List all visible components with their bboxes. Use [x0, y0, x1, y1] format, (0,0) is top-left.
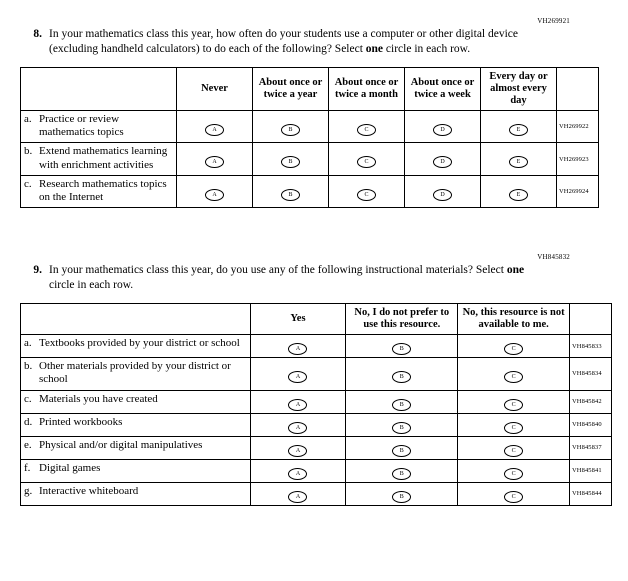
q9-row-g-cell-no-prefer	[346, 482, 458, 505]
q9-empty-code-header	[570, 304, 612, 335]
answer-bubble[interactable]: E	[509, 124, 528, 136]
answer-bubble[interactable]: C	[504, 468, 523, 480]
q9-row-c-label	[21, 390, 251, 413]
row-letter: c.	[24, 392, 32, 405]
table-row	[21, 143, 599, 175]
q9-row-f-cell-no-prefer	[346, 459, 458, 482]
answer-bubble[interactable]: D	[433, 156, 452, 168]
q9-col-header-yes: Yes	[250, 304, 346, 335]
row-code: VH845842	[570, 390, 612, 413]
row-letter: e.	[24, 438, 32, 451]
q9-row-b-cell-no-prefer	[346, 358, 458, 390]
question-9-code: VH845832	[537, 253, 570, 262]
question-8-text-bold: one	[365, 42, 384, 55]
table-row	[21, 413, 612, 436]
q9-row-e-cell-no-prefer	[346, 436, 458, 459]
answer-bubble[interactable]: C	[504, 422, 523, 434]
table-row	[21, 390, 612, 413]
answer-bubble[interactable]: B	[281, 189, 300, 201]
answer-bubble[interactable]: C	[504, 371, 523, 383]
row-letter: b.	[24, 360, 33, 373]
row-code: VH845841	[570, 459, 612, 482]
row-code: VH845834	[570, 358, 612, 390]
q9-row-b-cell-no-available	[458, 358, 570, 390]
row-code: VH845844	[570, 482, 612, 505]
q9-row-d-label	[21, 413, 251, 436]
question-9-text	[24, 263, 612, 293]
question-9-body	[49, 263, 547, 293]
table-row	[21, 111, 599, 143]
q8-row-b-cell-everyday	[481, 143, 557, 175]
q9-row-b-cell-yes	[250, 358, 346, 390]
question-8-code: VH269921	[537, 17, 570, 25]
row-letter: f.	[24, 461, 31, 474]
answer-bubble[interactable]: A	[288, 343, 307, 355]
q9-row-b-label	[21, 358, 251, 390]
row-letter: c.	[24, 177, 32, 190]
q8-empty-header	[21, 67, 177, 110]
row-label: Interactive whiteboard	[39, 484, 139, 497]
answer-bubble[interactable]: A	[205, 124, 224, 136]
answer-bubble[interactable]: C	[504, 343, 523, 355]
question-9-text-bold: one	[506, 264, 525, 277]
table-row	[21, 335, 612, 358]
answer-bubble[interactable]: C	[357, 189, 376, 201]
q9-row-g-cell-no-available	[458, 482, 570, 505]
question-9-text-post: circle in each row.	[49, 279, 134, 292]
row-label: Practice or review mathematics topics	[39, 113, 124, 139]
row-label: Extend mathematics learning with enrichment activities	[39, 145, 168, 171]
row-code: VH845833	[570, 335, 612, 358]
q8-row-b-cell-year	[253, 143, 329, 175]
answer-bubble[interactable]: B	[392, 371, 411, 383]
q8-row-b-cell-never	[177, 143, 253, 175]
question-8-body	[49, 27, 547, 57]
answer-bubble[interactable]: B	[281, 124, 300, 136]
answer-bubble[interactable]: A	[205, 156, 224, 168]
q9-row-c-cell-yes	[250, 390, 346, 413]
q8-row-a-cell-year	[253, 111, 329, 143]
answer-bubble[interactable]: C	[504, 399, 523, 411]
answer-bubble[interactable]: A	[288, 468, 307, 480]
question-9-number: 9.	[33, 264, 42, 277]
row-label: Printed workbooks	[39, 415, 123, 428]
q8-col-header-year: About once or twice a year	[253, 67, 329, 110]
table-row	[21, 459, 612, 482]
q8-col-header-week: About once or twice a week	[405, 67, 481, 110]
q8-header-row	[21, 67, 599, 110]
answer-bubble[interactable]: A	[288, 491, 307, 503]
answer-bubble[interactable]: B	[392, 422, 411, 434]
row-code: VH269922	[557, 111, 599, 143]
q9-empty-header	[21, 304, 251, 335]
q8-row-c-cell-never	[177, 175, 253, 207]
answer-bubble[interactable]: B	[392, 399, 411, 411]
q9-row-d-cell-yes	[250, 413, 346, 436]
answer-bubble[interactable]: A	[288, 445, 307, 457]
q8-row-a-cell-week	[405, 111, 481, 143]
row-letter: d.	[24, 415, 33, 428]
q8-row-a-label	[21, 111, 177, 143]
q9-header-row	[21, 304, 612, 335]
question-8-text-post: circle in each row.	[383, 42, 471, 55]
q8-col-header-month: About once or twice a month	[329, 67, 405, 110]
q9-row-g-label	[21, 482, 251, 505]
q8-table	[20, 67, 599, 208]
q8-row-c-cell-month	[329, 175, 405, 207]
question-9	[18, 254, 612, 505]
q9-row-g-cell-yes	[250, 482, 346, 505]
table-row	[21, 175, 599, 207]
answer-bubble[interactable]: B	[281, 156, 300, 168]
row-label: Textbooks provided by your district or school	[39, 337, 240, 350]
q8-row-a-cell-month	[329, 111, 405, 143]
answer-bubble[interactable]: B	[392, 343, 411, 355]
q8-row-a-cell-never	[177, 111, 253, 143]
question-9-text-pre: In your mathematics class this year, do you use any of the following instructional materials? Select	[49, 264, 507, 277]
q9-col-header-no-prefer: No, I do not prefer to use this resource.	[346, 304, 458, 335]
q9-row-f-cell-yes	[250, 459, 346, 482]
row-label: Research mathematics topics on the Internet	[39, 177, 167, 203]
q9-table	[20, 303, 612, 506]
row-label: Other materials provided by your district or school	[39, 360, 231, 386]
answer-bubble[interactable]: C	[504, 491, 523, 503]
q9-row-a-cell-no-available	[458, 335, 570, 358]
answer-bubble[interactable]: B	[392, 468, 411, 480]
answer-bubble[interactable]: B	[392, 445, 411, 457]
row-letter: a.	[24, 113, 32, 126]
question-8-text	[24, 27, 612, 57]
q9-row-f-label	[21, 459, 251, 482]
q9-col-header-no-available: No, this resource is not available to me.	[458, 304, 570, 335]
q8-row-c-cell-week	[405, 175, 481, 207]
row-letter: g.	[24, 484, 33, 497]
q8-col-header-never: Never	[177, 67, 253, 110]
question-8-number: 8.	[33, 28, 42, 40]
q8-row-b-cell-week	[405, 143, 481, 175]
row-code: VH845837	[570, 436, 612, 459]
q9-row-e-cell-no-available	[458, 436, 570, 459]
q9-row-e-label	[21, 436, 251, 459]
table-row	[21, 436, 612, 459]
answer-bubble[interactable]: C	[357, 124, 376, 136]
row-code: VH845840	[570, 413, 612, 436]
row-code: VH269923	[557, 143, 599, 175]
question-8-text-pre: In your mathematics class this year, how often do your students use a computer or other digital device (excluding handheld calculators) to do each of the following? Select	[49, 28, 518, 55]
q9-row-a-cell-yes	[250, 335, 346, 358]
answer-bubble[interactable]: E	[509, 156, 528, 168]
q9-row-d-cell-no-available	[458, 413, 570, 436]
q9-row-c-cell-no-available	[458, 390, 570, 413]
table-row	[21, 358, 612, 390]
answer-bubble[interactable]: A	[205, 189, 224, 201]
q8-row-c-cell-year	[253, 175, 329, 207]
answer-bubble[interactable]: C	[504, 445, 523, 457]
answer-bubble[interactable]: B	[392, 491, 411, 503]
q9-row-a-label	[21, 335, 251, 358]
row-code: VH269924	[557, 175, 599, 207]
q8-col-header-everyday: Every day or almost every day	[481, 67, 557, 110]
answer-bubble[interactable]: A	[288, 422, 307, 434]
q8-empty-code-header	[557, 67, 599, 110]
question-8	[18, 18, 612, 208]
answer-bubble[interactable]: A	[288, 371, 307, 383]
answer-bubble[interactable]: A	[288, 399, 307, 411]
q9-row-e-cell-yes	[250, 436, 346, 459]
q8-row-b-label	[21, 143, 177, 175]
row-label: Materials you have created	[39, 392, 158, 405]
q9-row-d-cell-no-prefer	[346, 413, 458, 436]
q8-row-b-cell-month	[329, 143, 405, 175]
answer-bubble[interactable]: D	[433, 124, 452, 136]
q9-row-a-cell-no-prefer	[346, 335, 458, 358]
answer-bubble[interactable]: D	[433, 189, 452, 201]
q9-row-c-cell-no-prefer	[346, 390, 458, 413]
answer-bubble[interactable]: C	[357, 156, 376, 168]
row-label: Digital games	[39, 461, 101, 474]
q8-row-c-cell-everyday	[481, 175, 557, 207]
table-row	[21, 482, 612, 505]
answer-bubble[interactable]: E	[509, 189, 528, 201]
q9-row-f-cell-no-available	[458, 459, 570, 482]
q8-row-c-label	[21, 175, 177, 207]
row-label: Physical and/or digital manipulatives	[39, 438, 203, 451]
row-letter: a.	[24, 337, 32, 350]
q8-row-a-cell-everyday	[481, 111, 557, 143]
row-letter: b.	[24, 145, 33, 158]
